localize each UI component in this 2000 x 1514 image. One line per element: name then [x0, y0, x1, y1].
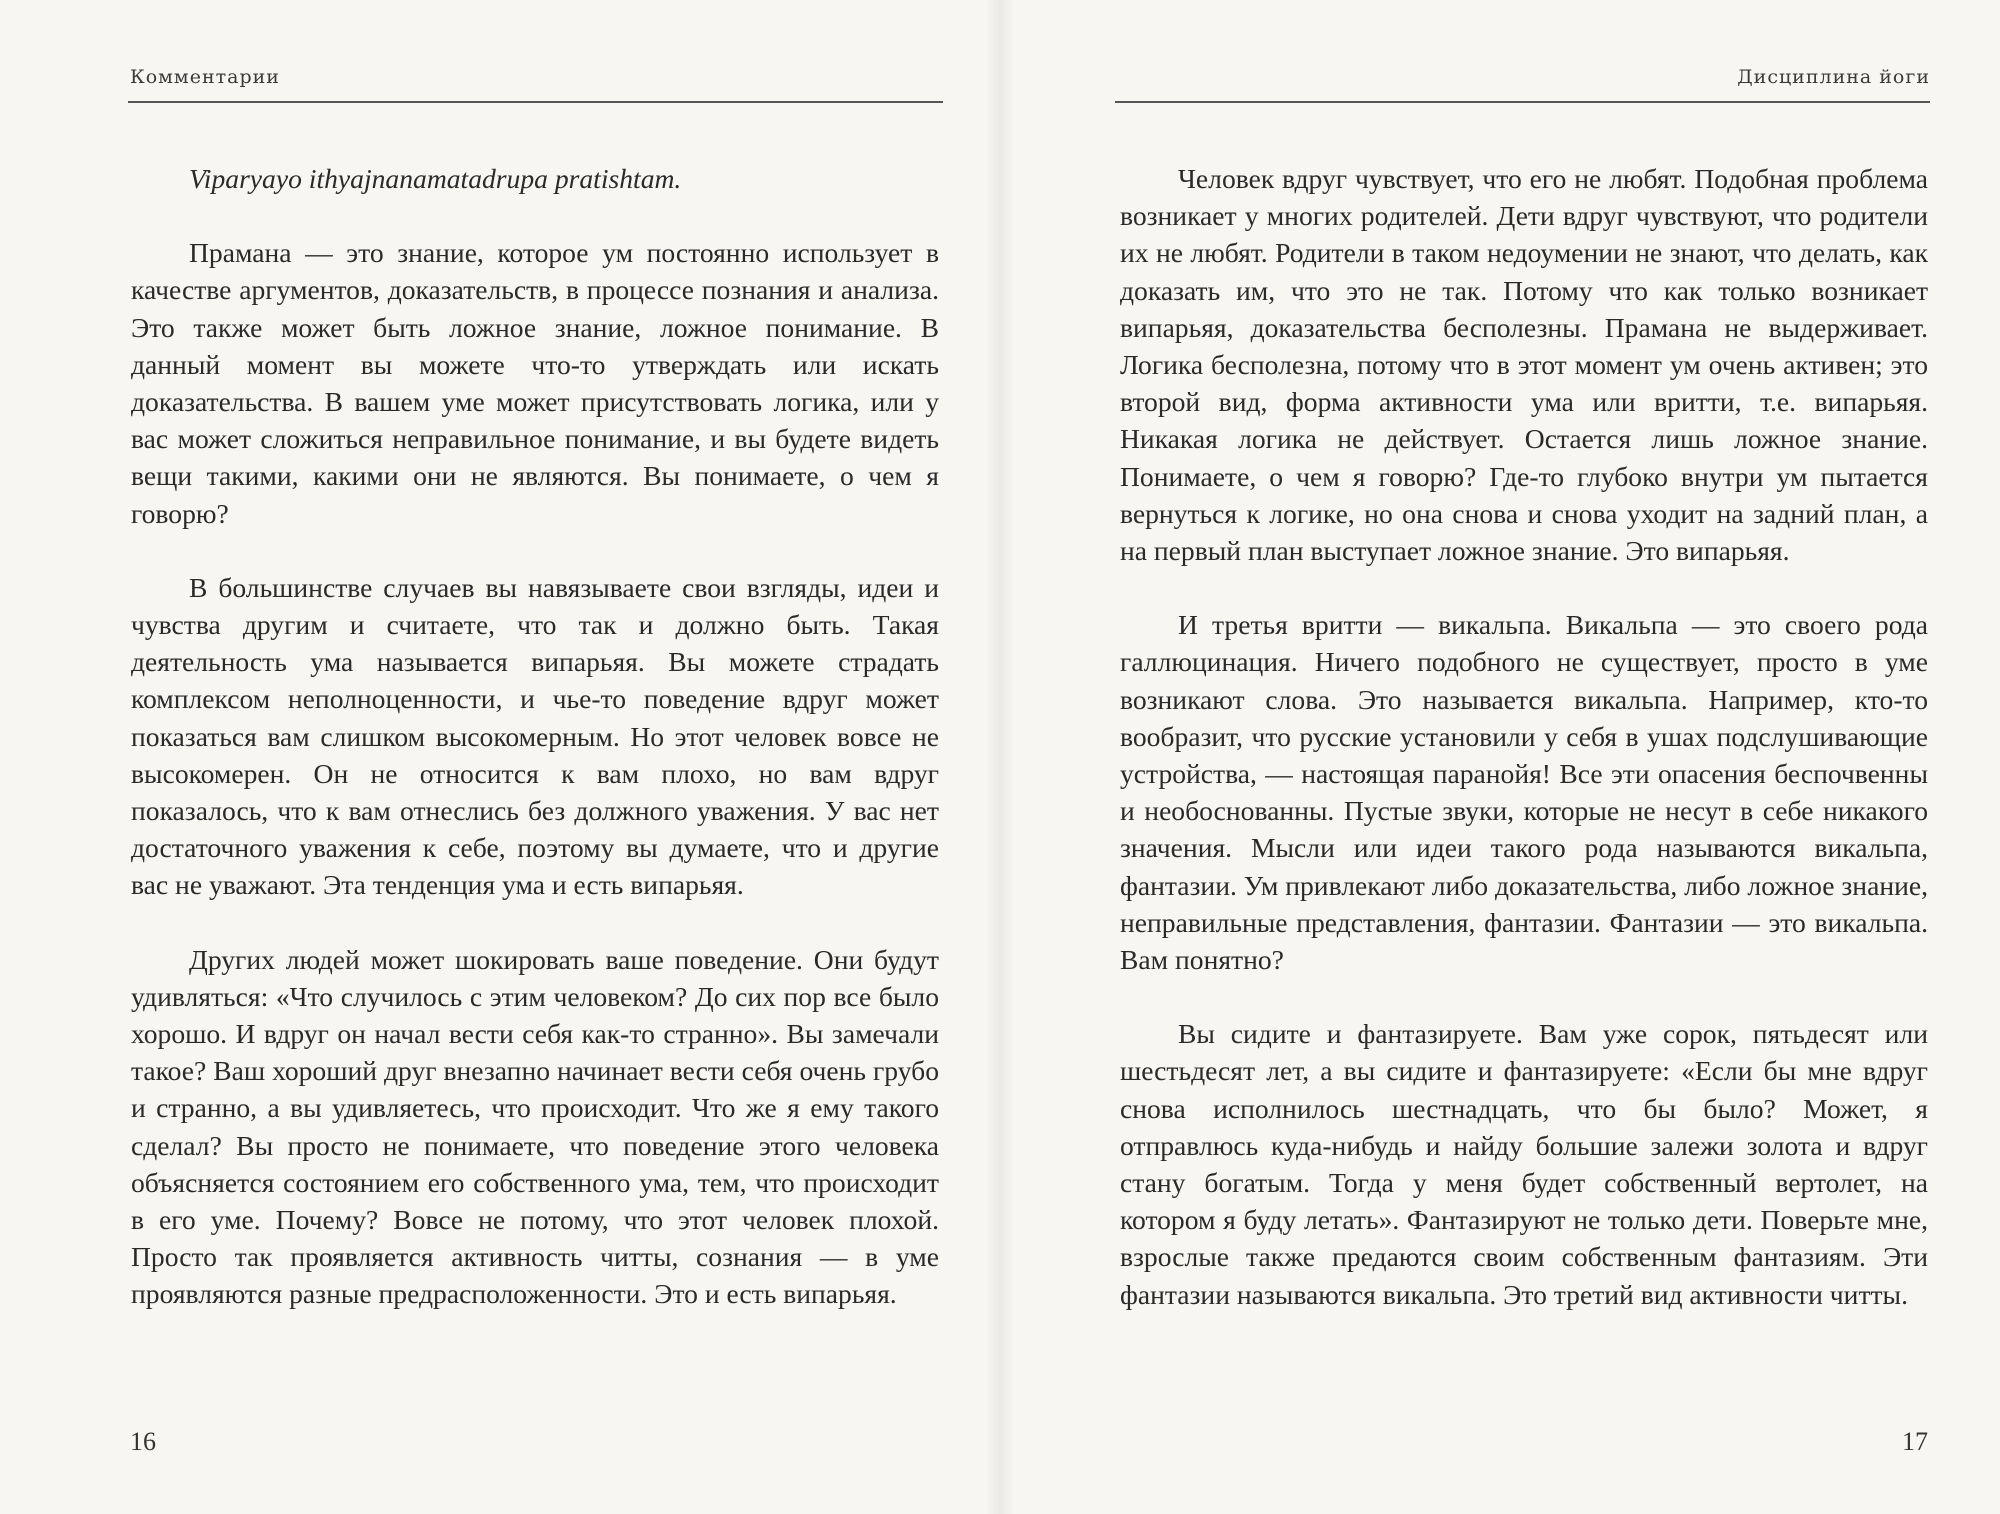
header-rule	[128, 101, 943, 103]
page-number: 16	[130, 1427, 156, 1456]
body-text	[1120, 160, 1928, 1350]
running-head: Дисциплина йоги	[1737, 66, 1930, 88]
body-text	[131, 160, 939, 1350]
sutra-line: Viparyayo ithyajnanamatadrupa pratishtam.	[189, 163, 682, 194]
paragraph: В большинстве случаев вы навязываете свои взгляды, идеи и чувства другим и считаете, что так и должно быть. Такая деятельность ума называется випарьяя. Вы можете страдать комплексом неполноценности, и чье-то поведение вдруг может показаться вам слишком высокомерным. Но этот человек вовсе не высокомерен. Он не относится к вам плохо, но вам вдруг показалось, что к вам отнеслись без должного уважения. У вас нет достаточного уважения к себе, поэтому вы думаете, что и другие вас не уважают. Эта тенденция ума и есть випарьяя.	[131, 571, 939, 901]
paragraph: Других людей может шокировать ваше поведение. Они будут удивляться: «Что случилось с этим человеком? До сих пор все было хорошо. И вдруг он начал вести себя как-то странно». Вы замечали такое? Ваш хороший друг внезапно начинает вести себя очень грубо и странно, а вы удивляетесь, что происходит. Что же я ему такого сделал? Вы просто не понимаете, что поведение этого человека объясняется состоянием его собственного ума, тем, что происходит в его уме. Почему? Вовсе не потому, что этот человек плохой. Просто так проявляется активность читты, сознания — в уме проявляются разные предрасположенности. Это и есть випарьяя.	[131, 943, 939, 1310]
paragraph: Человек вдруг чувствует, что его не любят. Подобная проблема возникает у многих родителей. Дети вдруг чувствуют, что родители их не любят. Родители в таком недоумении не знают, что делать, как доказать им, что это не так. Потому что как только возникает випарьяя, доказательства бесполезны. Прамана не выдерживает. Логика бесполезна, потому что в этот момент ум очень активен; это второй вид, форма активности ума или вритти, т.е. випарьяя. Никакая логика не действует. Остается лишь ложное знание. Понимаете, о чем я говорю? Где-то глубоко внутри ум пытается вернуться к логике, но она снова и снова уходит на задний план, а на первый план выступает ложное знание. Это випарьяя.	[1120, 163, 1928, 567]
paragraph: Прамана — это знание, которое ум постоянно использует в качестве аргументов, доказательств, в процессе познания и анализа. Это также может быть ложное знание, ложное понимание. В данный момент вы можете что-то утверждать или искать доказательства. В вашем уме может присутствовать логика, или у вас может сложиться неправильное понимание, и вы будете видеть вещи такими, какими они не являются. Вы понимаете, о чем я говорю?	[131, 237, 939, 529]
paragraph: И третья вритти — викальпа. Викальпа — это своего рода галлюцинация. Ничего подобного не существует, просто в уме возникают слова. Это называется викальпа. Например, кто-то вообразит, что русские установили у себя в ушах подслушивающие устройства, — настоящая паранойя! Все эти опасения беспочвенны и необоснованны. Пустые звуки, которые не несут в себе никакого значения. Мысли или идеи такого рода называются викальпа, фантазии. Ум привлекают либо доказательства, либо ложное знание, неправильные представления, фантазии. Фантазии — это викальпа. Вам понятно?	[1120, 609, 1929, 976]
page-number: 17	[1902, 1427, 1928, 1456]
header-rule	[1115, 101, 1930, 103]
right-page	[1000, 0, 2000, 1514]
paragraph: Вы сидите и фантазируете. Вам уже сорок, пятьдесят или шестьдесят лет, а вы сидите и фантазируете: «Если бы мне вдруг снова исполнилось шестнадцать, что бы было? Может, я отправлюсь куда-нибудь и найду большие залежи золота и вдруг стану богатым. Тогда у меня будет собственный вертолет, на котором я буду летать». Фантазируют не только дети. Поверьте мне, взрослые также предаются своим собственным фантазиям. Эти фантазии называются викальпа. Это третий вид активности читты.	[1120, 1018, 1928, 1310]
running-head: Комментарии	[130, 66, 280, 88]
